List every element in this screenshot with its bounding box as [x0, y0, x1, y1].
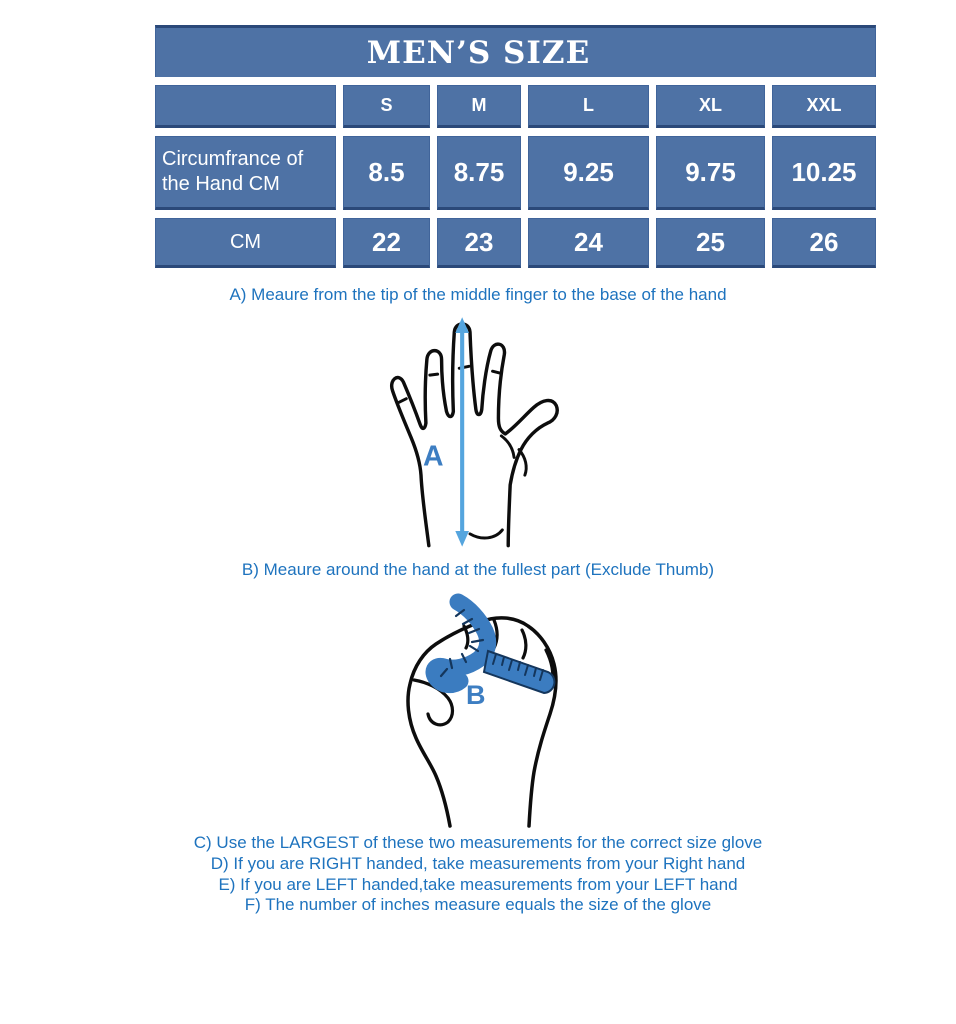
size-col-xl: XL	[656, 85, 765, 128]
cm-value-l: 24	[528, 218, 649, 268]
open-hand-icon	[392, 324, 558, 546]
size-table	[155, 25, 876, 268]
circumference-row	[155, 136, 876, 210]
hand-length-diagram	[372, 312, 568, 548]
size-header-row	[155, 85, 876, 128]
circumference-value-xxl: 10.25	[772, 136, 876, 210]
hand-circumference-diagram	[398, 588, 574, 830]
instruction-b: B) Meaure around the hand at the fullest part (Exclude Thumb)	[241, 560, 715, 579]
circumference-value-m: 8.75	[437, 136, 521, 210]
cm-row	[155, 218, 876, 268]
instruction-a: A) Meaure from the tip of the middle finger to the base of the hand	[229, 285, 727, 304]
row-label-cm: CM	[155, 218, 336, 268]
cm-value-s: 22	[343, 218, 430, 268]
table-title-bar	[155, 25, 876, 77]
instruction-e: E) If you are LEFT handed,take measurements from your LEFT hand	[218, 874, 738, 894]
label-b: B	[466, 680, 486, 710]
size-col-m: M	[437, 85, 521, 128]
circumference-value-s: 8.5	[343, 136, 430, 210]
row-label-circumference: Circumfrance of the Hand CM	[155, 136, 336, 210]
size-col-xxl: XXL	[772, 85, 876, 128]
instruction-d: D) If you are RIGHT handed, take measurements from your Right hand	[210, 853, 746, 873]
label-a: A	[422, 440, 444, 473]
size-col-l: L	[528, 85, 649, 128]
cm-value-xxl: 26	[772, 218, 876, 268]
instruction-list	[0, 833, 956, 916]
circumference-value-xl: 9.75	[656, 136, 765, 210]
table-title: MEN’S SIZE	[366, 34, 591, 71]
cm-value-m: 23	[437, 218, 521, 268]
circumference-value-l: 9.25	[528, 136, 649, 210]
corner-cell	[155, 85, 336, 128]
size-col-s: S	[343, 85, 430, 128]
instruction-c: C) Use the LARGEST of these two measurements for the correct size glove	[193, 833, 763, 852]
instruction-f: F) The number of inches measure equals the size of the glove	[244, 895, 712, 915]
cm-value-xl: 25	[656, 218, 765, 268]
